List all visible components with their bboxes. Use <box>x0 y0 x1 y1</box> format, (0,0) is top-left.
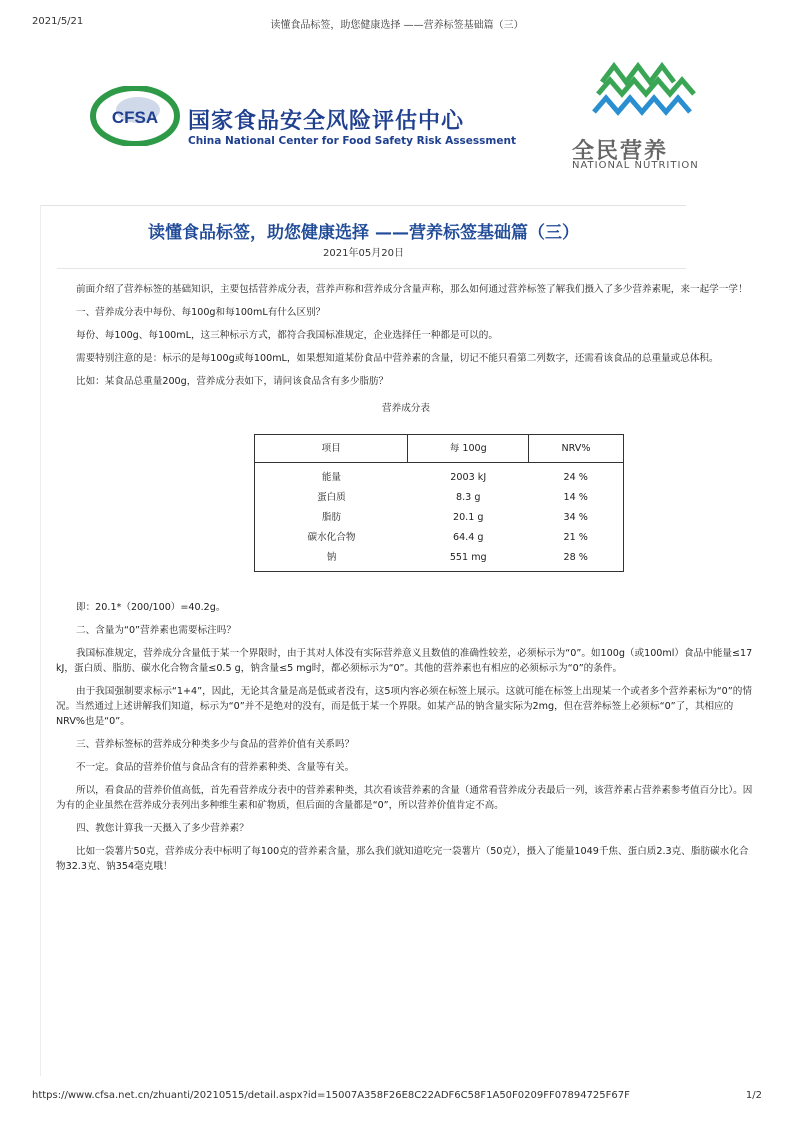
cfsa-english-name: China National Center for Food Safety Risk Assessment <box>188 135 516 147</box>
cfsa-chinese-name: 国家食品安全风险评估中心 <box>188 109 465 134</box>
header-item: 项目 <box>255 435 408 463</box>
header-per100g: 每 100g <box>408 435 528 463</box>
section-heading: 四、教您计算我一天摄入了多少营养素？ <box>76 823 249 834</box>
nutrient-amount: 20.1 g <box>452 511 484 523</box>
article-title: 读懂食品标签，助您健康选择 ——营养标签基础篇（三） <box>148 223 579 243</box>
nutrient-name: 能量 <box>321 471 342 483</box>
paragraph: 不一定。食品的营养价值与食品含有的营养素种类、含量等有关。 <box>76 762 355 773</box>
nutrient-amount: 8.3 g <box>456 491 481 503</box>
paragraph: 由于我国强制要求标示“1+4”，因此，无论其含量是高是低或者没有，这5项内容必须在标签上展示。这就可能在标签上出现某一个或者多个营养素标为“0”的情况。当然通过上述讲解我们知道，标示为“0”并不是绝对的没有，而是低于某一个界限。如某产品的钠含量实际为2mg，但在营养标签上必须标“0”了，其相应的NRV%也是“0”。 <box>56 686 752 727</box>
nutrient-amount: 2003 kJ <box>450 471 487 483</box>
paragraph: 前面介绍了营养标签的基础知识，主要包括营养成分表，营养声称和营养成分含量声称，那么如何通过营养标签了解我们摄入了多少营养素呢，来一起学一学！ <box>76 284 748 295</box>
logo-banner <box>90 60 705 180</box>
paragraph: 比如：某食品总重量200g，营养成分表如下，请问该食品含有多少脂肪？ <box>76 376 389 387</box>
table-header-row <box>255 435 624 463</box>
nutrient-nrv: 28 % <box>563 551 588 563</box>
nutrient-name: 脂肪 <box>321 511 342 523</box>
table-row <box>255 487 624 507</box>
paragraph: 比如一袋薯片50克，营养成分表中标明了每100克的营养素含量，那么我们就知道吃完一袋薯片（50克），摄入了能量1049千焦、蛋白质2.3克、脂肪碳水化合物32.3克、钠354毫克哦！ <box>56 846 749 872</box>
article-date: 2021年05月20日 <box>323 248 404 259</box>
nutrient-name: 蛋白质 <box>317 491 346 503</box>
table-caption: 营养成分表 <box>382 403 430 414</box>
table-row <box>255 463 624 488</box>
page-url: https://www.cfsa.net.cn/zhuanti/20210515/detail.aspx?id=15007A358F26E8C22ADF6C58F1A50F0209FF07894725F67F <box>32 1090 630 1101</box>
article-body <box>56 282 756 882</box>
nutrient-name: 钠 <box>326 551 337 563</box>
mountain-waves-icon <box>590 60 700 120</box>
table-row <box>255 527 624 547</box>
cfsa-abbr: CFSA <box>111 108 159 127</box>
nutrient-nrv: 34 % <box>563 511 588 523</box>
paragraph: 需要特别注意的是：标示的是每100g或每100mL，如果想知道某份食品中营养素的含量，切记不能只看第二列数字，还需看该食品的总重量或总体积。 <box>76 353 719 364</box>
print-page-title: 读懂食品标签，助您健康选择 ——营养标签基础篇（三） <box>270 20 524 31</box>
nutrient-amount: 551 mg <box>449 551 487 563</box>
table-row <box>255 507 624 527</box>
paragraph: 即：20.1*（200/100）=40.2g。 <box>76 602 226 613</box>
cfsa-emblem-icon <box>90 86 180 146</box>
nutrient-nrv: 14 % <box>563 491 588 503</box>
print-header <box>32 16 762 32</box>
national-nutrition-logo <box>570 60 705 175</box>
print-date: 2021/5/21 <box>32 16 84 27</box>
paragraph: 每份、每100g、每100mL，这三种标示方式，都符合我国标准规定，企业选择任一种都是可以的。 <box>76 330 498 341</box>
nutrition-facts-table <box>254 434 624 572</box>
nutrient-nrv: 21 % <box>563 531 588 543</box>
section-heading: 一、营养成分表中每份、每100g和每100mL有什么区别？ <box>76 307 326 318</box>
paragraph: 我国标准规定，营养成分含量低于某一个界限时，由于其对人体没有实际营养意义且数值的准确性较差，必须标示为“0”。如100g（或100ml）食品中能量≤17 kJ，蛋白质、脂肪、碳水化合物含量≤0.5 g，钠含量≤5 mg时，都必须标示为“0”。其他的营养素也有相应的必须标示为“0”的条件。 <box>56 648 753 674</box>
nutrient-nrv: 24 % <box>563 471 588 483</box>
nutrient-amount: 64.4 g <box>452 531 484 543</box>
national-nutrition-cn: 全民营养 <box>572 139 669 164</box>
page-number: 1/2 <box>745 1090 762 1101</box>
section-heading: 三、营养标签标的营养成分种类多少与食品的营养价值有关系吗？ <box>76 739 355 750</box>
nutrient-name: 碳水化合物 <box>307 531 356 543</box>
national-nutrition-en: NATIONAL NUTRITION <box>572 160 699 171</box>
section-heading: 二、含量为“0”营养素也需要标注吗？ <box>76 625 236 636</box>
paragraph: 所以，看食品的营养价值高低，首先看营养成分表中的营养素种类，其次看该营养素的含量（通常看营养成分表最后一列，该营养素占营养素参考值百分比）。因为有的企业虽然在营养成分表列出多种维生素和矿物质，但后面的含量都是“0”，所以营养价值肯定不高。 <box>56 785 753 811</box>
print-footer <box>32 1090 762 1104</box>
title-divider <box>57 268 686 269</box>
table-row <box>255 547 624 572</box>
header-nrv: NRV% <box>561 443 591 454</box>
